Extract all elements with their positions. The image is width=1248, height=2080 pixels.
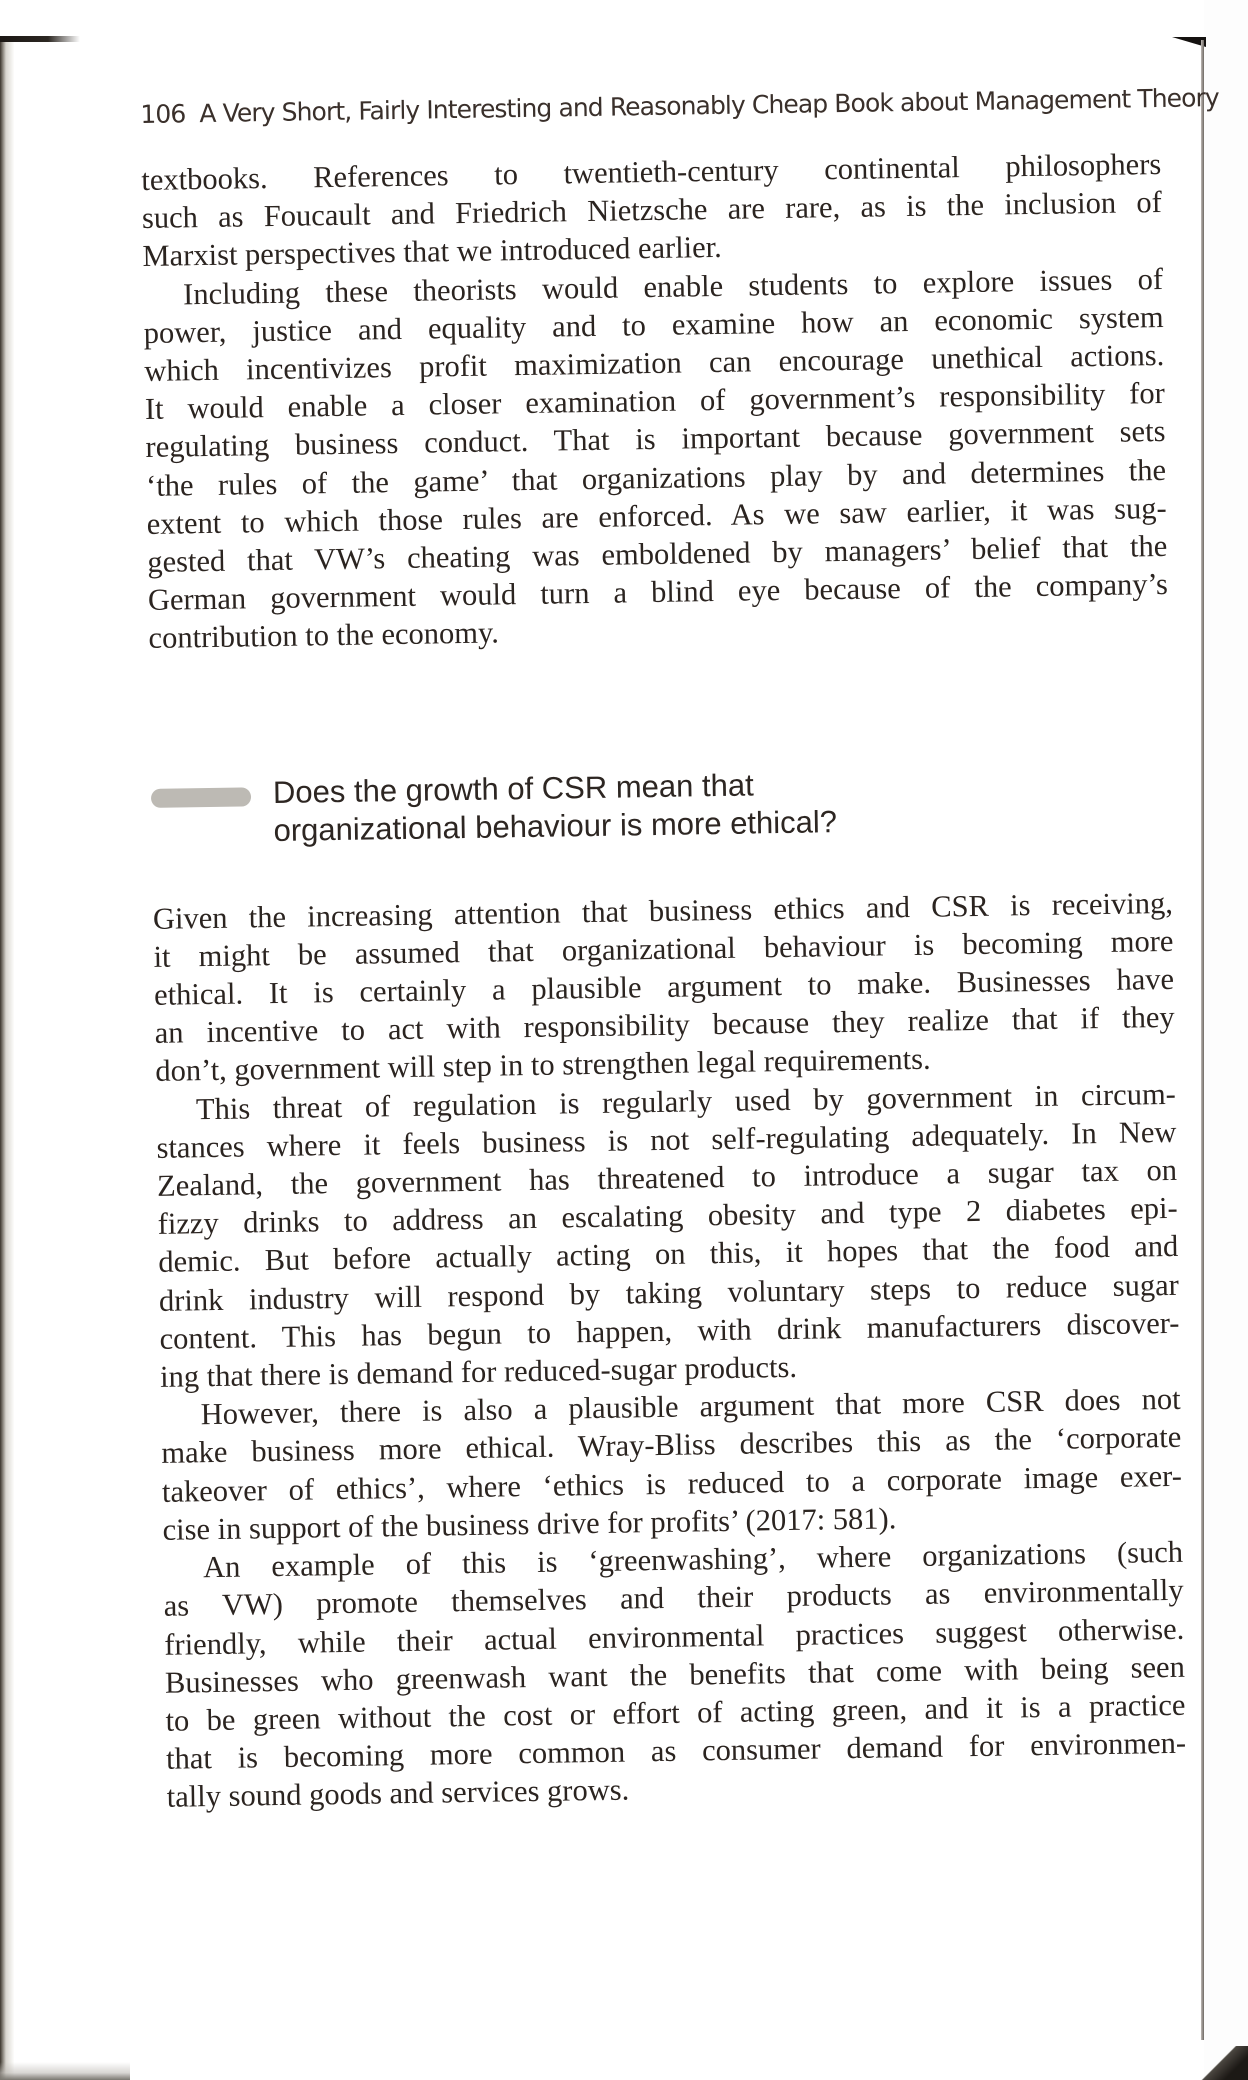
section-marker-pill-icon: [151, 787, 251, 808]
heading-line: Does the growth of CSR mean that: [272, 767, 754, 810]
paragraph-4: [156, 1075, 1181, 1397]
text-line: don’t, government will step in to strengthen legal requirements.: [155, 1042, 931, 1089]
book-title: A Very Short, Fairly Interesting and Reasonably Cheap Book about Management Theory: [199, 83, 1220, 129]
text-line: such as Foucault and Friedrich Nietzsche are rare, as is the inclusion of: [141, 185, 1163, 236]
body-before-heading: [141, 145, 1169, 658]
text-line: However, there is also a plausible argument that more CSR does not: [200, 1382, 1181, 1432]
text-line: fizzy drinks to address an escalating obesity and type 2 diabetes epi-: [157, 1191, 1178, 1242]
text-line: an incentive to act with responsibility because they realize that if they: [154, 1000, 1175, 1051]
text-line: gested that VW’s cheating was emboldened by managers’ belief that the: [147, 528, 1168, 579]
text-line: to be green without the cost or effort of acting green, and it is a practice: [165, 1687, 1186, 1738]
heading-line: organizational behaviour is more ethical?: [273, 803, 838, 848]
page-edge-right: [1201, 40, 1204, 2040]
text-line: This threat of regulation is regularly used by government in circum-: [195, 1076, 1177, 1126]
running-head: [140, 79, 1220, 135]
text-line: German government would turn a blind eye because of the company’s: [147, 567, 1169, 618]
page-corner-top-left: [0, 36, 80, 42]
text-line: It would enable a closer examination of government’s responsibility for: [144, 376, 1166, 427]
text-line: tally sound goods and services grows.: [166, 1772, 630, 1815]
text-line: An example of this is ‘greenwashing’, where organizations (such: [202, 1534, 1184, 1585]
text-line: drink industry will respond by taking voluntary steps to reduce sugar: [158, 1267, 1180, 1318]
text-line: contribution to the economy.: [148, 615, 500, 656]
text-line: stances where it feels business is not self-regulating adequately. In New: [156, 1114, 1177, 1165]
page-corner-bottom-right: [1188, 2046, 1248, 2080]
text-line: it might be assumed that organizational behaviour is becoming more: [153, 923, 1174, 974]
text-line: Including these theorists would enable students to explore issues of: [182, 261, 1164, 311]
text-line: ethical. It is certainly a plausible argument to make. Businesses have: [153, 961, 1175, 1012]
paragraph-3: [153, 884, 1176, 1091]
text-line: which incentivizes profit maximization can encourage unethical actions.: [144, 337, 1165, 388]
text-line: as VW) promote themselves and their products as environmentally: [163, 1573, 1184, 1624]
text-line: make business more ethical. Wray-Bliss describes this as the ‘corporate: [161, 1420, 1182, 1471]
text-line: Marxist perspectives that we introduced earlier.: [142, 230, 723, 274]
page-corner-bottom-left: [0, 2062, 130, 2080]
text-line: Businesses who greenwash want the benefits that come with being seen: [164, 1649, 1186, 1700]
text-line: regulating business conduct. That is important because government sets: [145, 414, 1166, 465]
section-heading: [151, 760, 1172, 852]
paragraph-5: [160, 1380, 1182, 1549]
text-line: demic. But before actually acting on this, it hopes that the food and: [158, 1229, 1179, 1280]
text-line: content. This has begun to happen, with drink manufacturers discover-: [159, 1305, 1180, 1356]
text-line: textbooks. References to twentieth-century continental philosophers: [141, 146, 1162, 197]
text-line: Zealand, the government has threatened to introduce a sugar tax on: [156, 1152, 1178, 1203]
paragraph-6: [163, 1533, 1187, 1816]
text-line: takeover of ethics’, where ‘ethics is reduced to a corporate image exer-: [161, 1458, 1183, 1509]
photo-background-right: [1204, 0, 1248, 2080]
text-line: cise in support of the business drive for profits’ (2017: 581).: [162, 1501, 897, 1547]
paragraph-2: [143, 260, 1169, 658]
text-line: extent to which those rules are enforced. As we saw earlier, it was sug-: [146, 490, 1167, 541]
text-line: power, justice and equality and to examine how an economic system: [143, 299, 1164, 350]
book-binding-edge: [0, 38, 14, 2080]
text-line: that is becoming more common as consumer demand for environmen-: [165, 1725, 1187, 1776]
page-number: 106: [140, 99, 186, 129]
text-line: Given the increasing attention that business ethics and CSR is receiving,: [152, 885, 1174, 936]
body-after-heading: [153, 884, 1187, 1817]
text-line: ‘the rules of the game’ that organizations play by and determines the: [145, 452, 1167, 503]
text-line: ing that there is demand for reduced-sugar products.: [159, 1349, 798, 1394]
paragraph-1: [141, 145, 1163, 276]
book-page: [140, 79, 1220, 1816]
text-line: friendly, while their actual environmental practices suggest otherwise.: [164, 1611, 1185, 1662]
